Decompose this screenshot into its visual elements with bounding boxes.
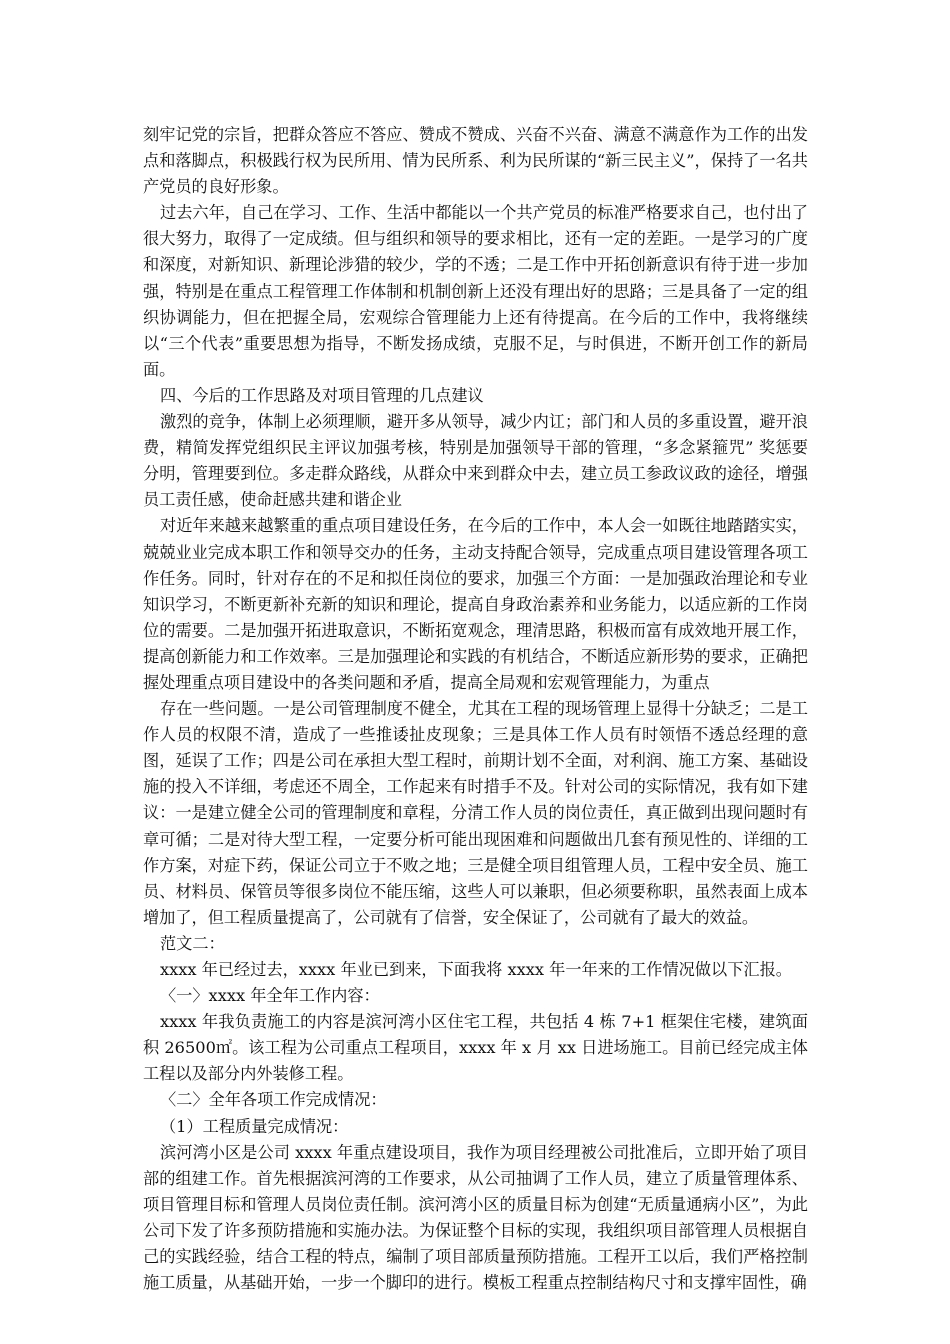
paragraph-5: 存在一些问题。一是公司管理制度不健全，尤其在工程的现场管理上显得十分缺乏；二是工作人员的权限不清，造成了一些推诿扯皮现象；三是具体工作人员有时领悟不透总经理的意图，延误了工作；四是公司在承担大型工程时，前期计划不全面，对利润、施工方案、基础设施的投入不详细，考虑还不周全，工作起来有时措手不及。针对公司的实际情况，我有如下建议：一是建立健全公司的管理制度和章程，分清工作人员的岗位责任，真正做到出现问题时有章可循；二是对待大型工程，一定要分析可能出现困难和问题做出几套有预见性的、详细的工作方案，对症下药，保证公司立于不败之地；三是健全项目组管理人员，工程中安全员、施工员、材料员、保管员等很多岗位不能压缩，这些人可以兼职，但必须要称职，虽然表面上成本增加了，但工程质量提高了，公司就有了信誉，安全保证了，公司就有了最大的效益。 <box>143 699 808 927</box>
subheading-2: 〈二〉全年各项工作完成情况： <box>160 1090 387 1110</box>
paragraph-3: 激烈的竞争，体制上必须理顺，避开多从领导，减少内讧；部门和人员的多重设置，避开浪费，精简发挥党组织民主评议加强考核，特别是加强领导干部的管理，“多念紧箍咒” 奖惩要分明，管理要到位。多走群众路线，从群众中来到群众中去，建立员工参政议政的途径，增强员工责任感，使命赶感共建和谐企业 <box>143 412 808 510</box>
paragraph-7: xxxx 年我负责施工的内容是滨河湾小区住宅工程，共包括 4 栋 7+1 框架住宅楼，建筑面积 26500㎡。该工程为公司重点工程项目，xxxx 年 x 月 xx 日进场施工。目前已经完成主体工程以及部分内外装修工程。 <box>143 1012 808 1084</box>
paragraph-4: 对近年来越来越繁重的重点项目建设任务，在今后的工作中，本人会一如既往地踏踏实实，兢兢业业完成本职工作和领导交办的任务，主动支持配合领导，完成重点项目建设管理各项工作任务。同时，针对存在的不足和拟任岗位的要求，加强三个方面：一是加强政治理论和专业知识学习，不断更新补充新的知识和理论，提高自身政治素养和业务能力，以适应新的工作岗位的需要。二是加强开拓进取意识，不断拓宽观念，理清思路，积极而富有成效地开展工作，提高创新能力和工作效率。三是加强理论和实践的有机结合，不断适应新形势的要求，正确把握处理重点项目建设中的各类问题和矛盾，提高全局观和宏观管理能力，为重点 <box>143 516 808 692</box>
document-page <box>143 122 808 1296</box>
section-heading-4: 四、今后的工作思路及对项目管理的几点建议 <box>160 385 484 405</box>
paragraph-2: 过去六年，自己在学习、工作、生活中都能以一个共产党员的标准严格要求自己，也付出了很大努力，取得了一定成绩。但与组织和领导的要求相比，还有一定的差距。一是学习的广度和深度，对新知识、新理论涉猎的较少，学的不透；二是工作中开拓创新意识有待于进一步加强，特别是在重点工程管理工作体制和机制创新上还没有理出好的思路；三是具备了一定的组织协调能力，但在把握全局，宏观综合管理能力上还有待提高。在今后的工作中，我将继续以“三个代表”重要思想为指导，不断发扬成绩，克服不足，与时俱进，不断开创工作的新局面。 <box>143 203 808 379</box>
subheading-1: 〈一〉xxxx 年全年工作内容： <box>160 986 380 1006</box>
paragraph-1: 刻牢记党的宗旨，把群众答应不答应、赞成不赞成、兴奋不兴奋、满意不满意作为工作的出发点和落脚点，积极践行权为民所用、情为民所系、利为民所谋的“新三民主义”，保持了一名共产党员的良好形象。 <box>143 125 808 197</box>
subheading-2-1: （1）工程质量完成情况： <box>160 1116 349 1136</box>
sample-heading: 范文二： <box>160 933 225 953</box>
paragraph-6: xxxx 年已经过去，xxxx 年业已到来，下面我将 xxxx 年一年来的工作情况做以下汇报。 <box>160 960 792 979</box>
paragraph-8: 滨河湾小区是公司 xxxx 年重点建设项目，我作为项目经理被公司批准后，立即开始了项目部的组建工作。首先根据滨河湾的工作要求，从公司抽调了工作人员，建立了质量管理体系、 项目管理目标和管理人员岗位责任制。滨河湾小区的质量目标为创建“无质量通病小区”，为此公司下发了许多预防措施和实施办法。为保证整个目标的实现，我组织项目部管理人员根据自己的实践经验，结合工程的特点，编制了项目部质量预防措施。工程开工以后，我们严格控制施工质量，从基础开始，一步一个脚印的进行。模板工程重点控制结构尺寸和支撑牢固性，确 <box>143 1142 808 1293</box>
